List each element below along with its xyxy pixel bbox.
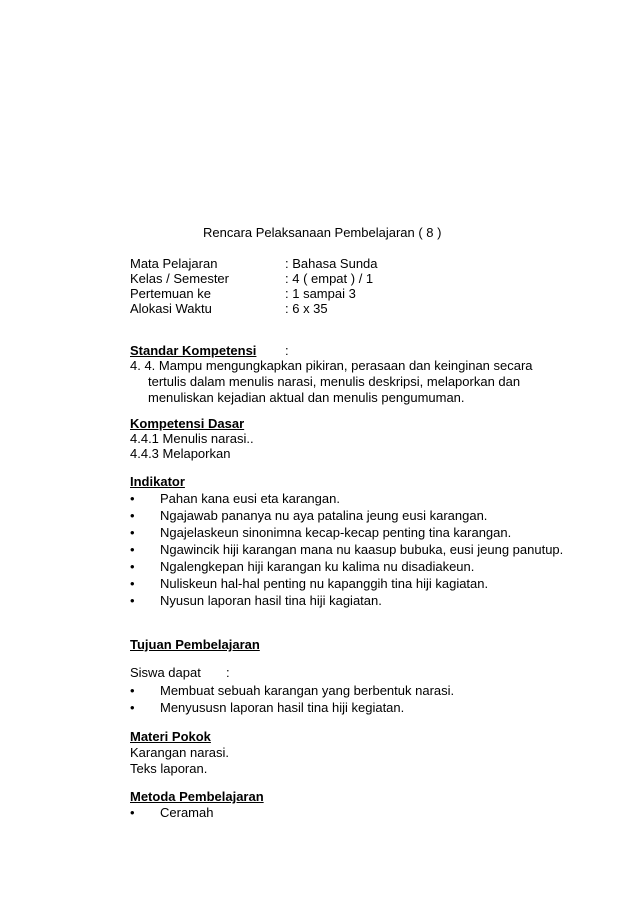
standar-kompetensi-line-2: tertulis dalam menulis narasi, menulis deskripsi, melaporkan dan — [148, 374, 521, 389]
indikator-item: Pahan kana eusi eta karangan. — [160, 491, 340, 506]
materi-pokok-heading: Materi Pokok — [130, 729, 211, 744]
tujuan-intro: Siswa dapat — [130, 665, 201, 680]
info-label-kelas-semester: Kelas / Semester — [130, 271, 229, 286]
kompetensi-dasar-item: 4.4.3 Melaporkan — [130, 446, 231, 461]
indikator-item: Ngalengkepan hiji karangan ku kalima nu disadiakeun. — [160, 559, 475, 574]
info-label-pertemuan: Pertemuan ke — [130, 286, 211, 301]
bullet-icon: • — [130, 508, 135, 523]
tujuan-intro-colon: : — [226, 665, 230, 680]
bullet-icon: • — [130, 491, 135, 506]
bullet-icon: • — [130, 700, 135, 715]
standar-kompetensi-line-1: 4. 4. Mampu mengungkapkan pikiran, perasaan dan keinginan secara — [130, 358, 533, 373]
kompetensi-dasar-item: 4.4.1 Menulis narasi.. — [130, 431, 254, 446]
tujuan-item: Membuat sebuah karangan yang berbentuk narasi. — [160, 683, 455, 698]
info-value-alokasi-waktu: : 6 x 35 — [285, 301, 328, 316]
standar-kompetensi-colon: : — [285, 343, 289, 358]
indikator-item: Ngajelaskeun sinonimna kecap-kecap penting tina karangan. — [160, 525, 512, 540]
indikator-item: Nyusun laporan hasil tina hiji kagiatan. — [160, 593, 382, 608]
info-value-mata-pelajaran: : Bahasa Sunda — [285, 256, 378, 271]
indikator-item: Ngajawab pananya nu aya patalina jeung eusi karangan. — [160, 508, 488, 523]
standar-kompetensi-line-3: menuliskan kejadian aktual dan menulis pengumuman. — [148, 390, 465, 405]
kompetensi-dasar-heading: Kompetensi Dasar — [130, 416, 245, 431]
info-label-mata-pelajaran: Mata Pelajaran — [130, 256, 218, 271]
info-label-alokasi-waktu: Alokasi Waktu — [130, 301, 212, 316]
bullet-icon: • — [130, 542, 135, 557]
bullet-icon: • — [130, 683, 135, 698]
bullet-icon: • — [130, 525, 135, 540]
metoda-item: Ceramah — [160, 805, 214, 820]
materi-pokok-item: Teks laporan. — [130, 761, 208, 776]
info-value-kelas-semester: : 4 ( empat ) / 1 — [285, 271, 374, 286]
tujuan-pembelajaran-heading: Tujuan Pembelajaran — [130, 637, 260, 652]
metoda-pembelajaran-heading: Metoda Pembelajaran — [130, 789, 264, 804]
bullet-icon: • — [130, 576, 135, 591]
bullet-icon: • — [130, 559, 135, 574]
bullet-icon: • — [130, 593, 135, 608]
info-value-pertemuan: : 1 sampai 3 — [285, 286, 356, 301]
indikator-item: Nuliskeun hal-hal penting nu kapanggih tina hiji kagiatan. — [160, 576, 489, 591]
tujuan-item: Menyususn laporan hasil tina hiji kegiatan. — [160, 700, 405, 715]
indikator-heading: Indikator — [130, 474, 185, 489]
bullet-icon: • — [130, 805, 135, 820]
materi-pokok-item: Karangan narasi. — [130, 745, 230, 760]
standar-kompetensi-heading: Standar Kompetensi — [130, 343, 257, 358]
indikator-item: Ngawincik hiji karangan mana nu kaasup bubuka, eusi jeung panutup. — [160, 542, 564, 557]
document-title: Rencara Pelaksanaan Pembelajaran ( 8 ) — [203, 225, 442, 240]
